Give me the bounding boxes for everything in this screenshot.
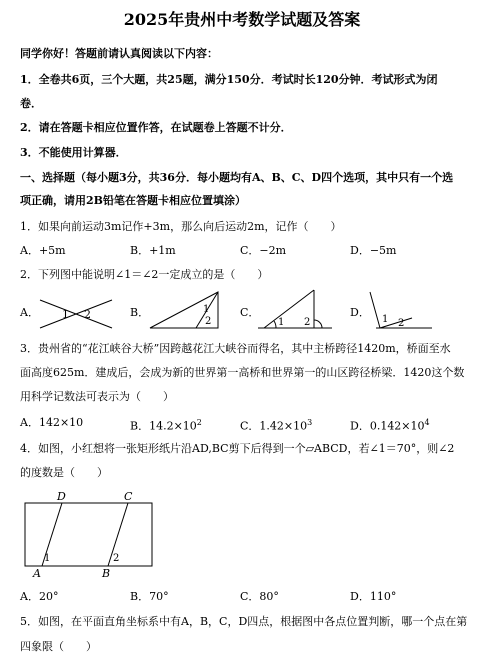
q1-option-a: A．+5m: [20, 244, 66, 257]
svg-text:C: C: [124, 490, 133, 503]
section-1-heading: 一、选择题（每小题3分，共36分．每小题均有A、B、C、D四个选项，其中只有一个选: [20, 171, 454, 184]
q4-option-b: B．70°: [130, 590, 169, 603]
question-5-line-2: 四象限（ ）: [20, 640, 97, 653]
question-3-line-1: 3．贵州省的“花江峡谷大桥”因跨越花江大峡谷而得名，其中主桥跨径1420m，桥面至水: [20, 342, 451, 355]
question-2-stem: 2．下列图中能说明∠1＝∠2一定成立的是（ ）: [20, 268, 269, 281]
q3-option-c: C．$1.42\times 10^3$: [240, 418, 313, 433]
svg-text:1: 1: [203, 304, 210, 315]
svg-text:D: D: [57, 490, 66, 503]
svg-text:1: 1: [278, 317, 285, 328]
intro-rule-1-cont: 卷．: [20, 97, 42, 110]
q1-option-d: D．−5m: [350, 244, 397, 257]
q3-option-d: D．$0.142\times 10^4$: [350, 418, 430, 433]
intro-rule-1: 1．全卷共6页，三个大题，共25题，满分150分．考试时长120分钟．考试形式为闭: [20, 73, 438, 86]
q3-option-a: A．142×10: [20, 416, 84, 429]
svg-text:1: 1: [382, 314, 389, 325]
svg-text:B: B: [102, 567, 111, 580]
svg-text:2: 2: [304, 317, 311, 328]
question-4-line-2: 的度数是（ ）: [20, 466, 108, 479]
q2-option-d: D．: [350, 306, 370, 319]
q2-option-b: B．: [130, 306, 150, 319]
angle-2-label: 2: [84, 308, 91, 321]
question-1-stem: 1．如果向前运动3m记作+3m，那么向后运动2m，记作（ ）: [20, 220, 342, 233]
q3-option-b: B．$14.2\times 10^2$: [130, 418, 202, 433]
svg-text:A: A: [33, 567, 41, 580]
q4-option-a: A．20°: [20, 590, 59, 603]
q4-option-c: C．80°: [240, 590, 279, 603]
svg-text:1: 1: [44, 553, 51, 564]
q4-option-d: D．110°: [350, 590, 397, 603]
q2-figure-d: [366, 288, 436, 334]
page-title: 2025年贵州中考数学试题及答案: [123, 10, 361, 29]
question-5-line-1: 5．如图，在平面直角坐标系中有A，B，C，D四点，根据图中各点位置判断，哪一个点在第: [20, 615, 468, 628]
q2-figure-a: [38, 294, 116, 334]
q1-option-b: B．+1m: [130, 244, 176, 257]
q2-figure-b: [148, 290, 226, 334]
question-3-line-3: 用科学记数法可表示为（ ）: [20, 390, 174, 403]
q1-option-c: C．−2m: [240, 244, 287, 257]
intro-greeting: 同学你好！答题前请认真阅读以下内容：: [20, 47, 218, 60]
q2-option-c: C．: [240, 306, 260, 319]
intro-rule-2: 2．请在答题卡相应位置作答，在试题卷上答题不计分．: [20, 121, 292, 134]
q2-option-a: A．: [20, 306, 39, 319]
svg-text:2: 2: [205, 316, 212, 327]
q4-figure: [20, 488, 160, 580]
svg-text:2: 2: [113, 553, 120, 564]
angle-1-label: 1: [62, 308, 69, 321]
svg-text:2: 2: [398, 318, 405, 329]
question-4-line-1: 4．如图，小红想将一张矩形纸片沿AD,BC剪下后得到一个▱ABCD，若∠1＝70°，则∠2: [20, 442, 455, 455]
section-1-heading-cont: 项正确，请用2B铅笔在答题卡相应位置填涂）: [20, 194, 246, 207]
question-3-line-2: 面高度625m．建成后，会成为新的世界第一高桥和世界第一的山区跨径桥梁．1420这个数: [20, 366, 465, 379]
q2-figure-c: [256, 288, 336, 334]
intro-rule-3: 3．不能使用计算器．: [20, 146, 127, 159]
